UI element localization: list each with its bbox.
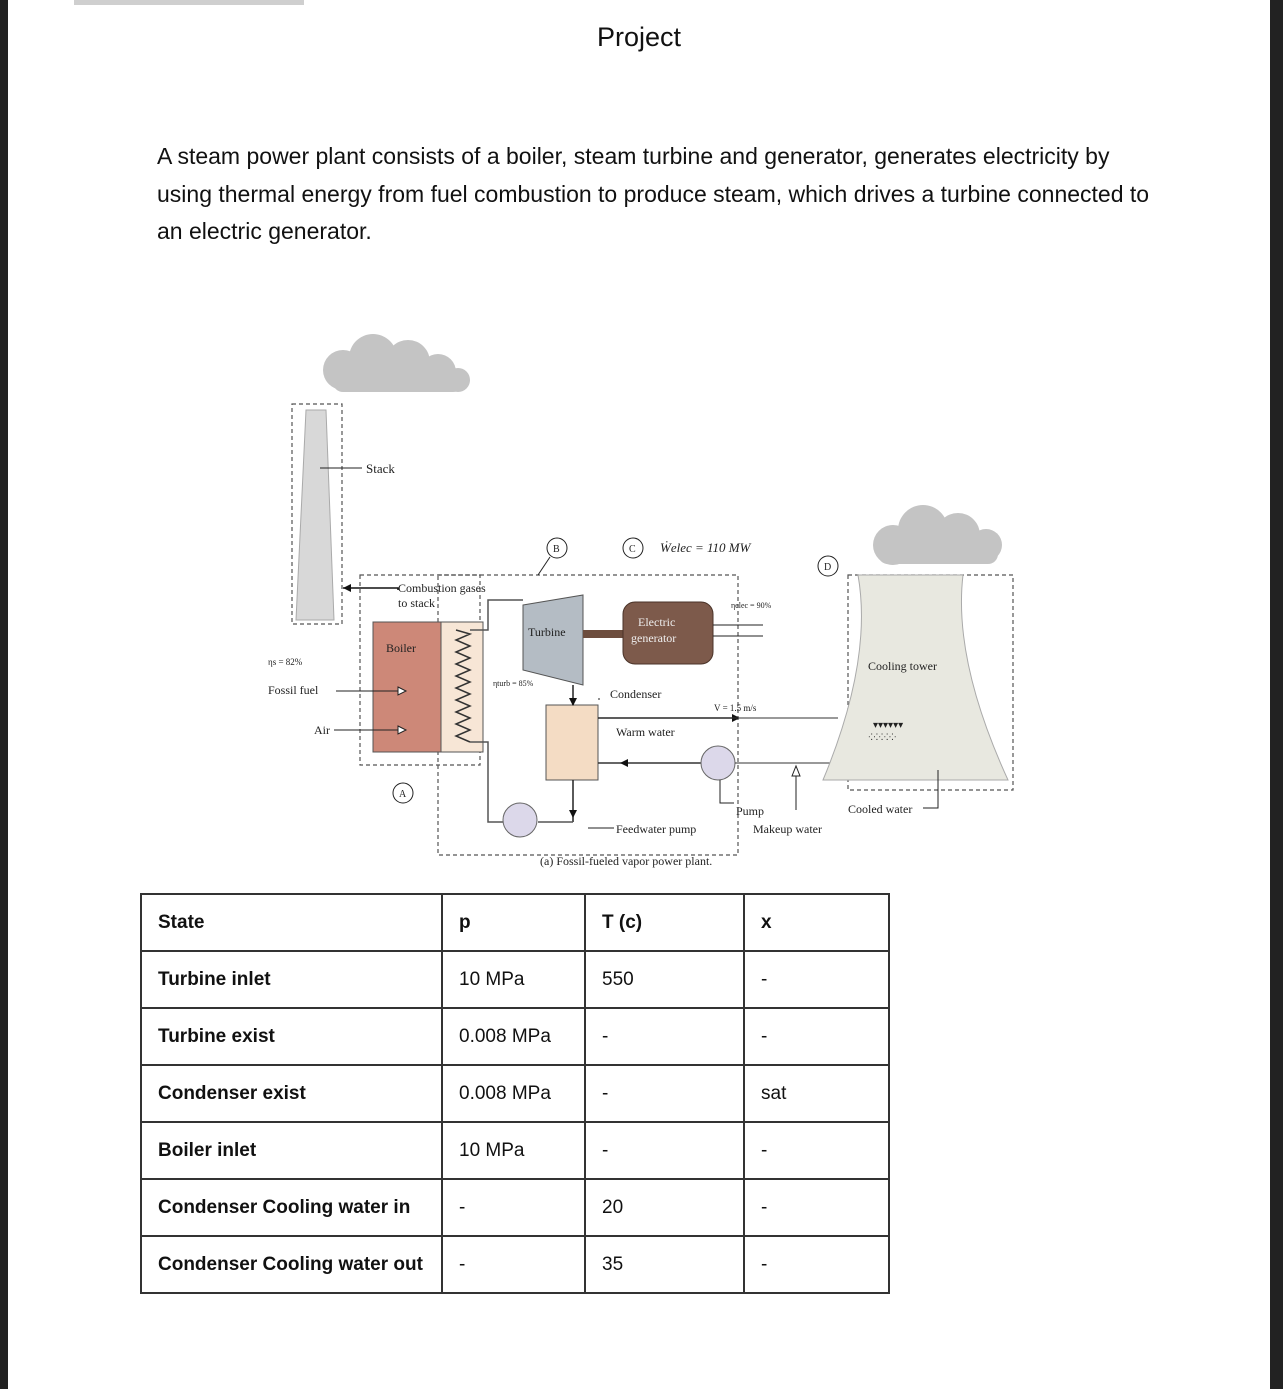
stack-label: Stack (366, 461, 395, 476)
generator-efficiency: ηelec = 90% (731, 601, 772, 610)
electric-label: Electric (638, 615, 676, 629)
pressure-cell: 10 MPa (442, 951, 585, 1008)
table-row (141, 1236, 889, 1293)
state-cell: Turbine exist (141, 1008, 442, 1065)
header-t: T (c) (585, 894, 744, 951)
state-cell: Boiler inlet (141, 1122, 442, 1179)
pressure-cell: 0.008 MPa (442, 1008, 585, 1065)
turbine (523, 595, 583, 685)
air-label: Air (314, 723, 330, 737)
generator-label: generator (631, 631, 677, 645)
state-cell: Condenser exist (141, 1065, 442, 1122)
state-table (140, 893, 890, 1294)
warm-water-label: Warm water (616, 725, 675, 739)
table-header-row (141, 894, 889, 951)
cooling-water-pump (701, 746, 735, 780)
point-d-label: D (824, 562, 832, 573)
svg-text:▾▾▾▾▾▾: ▾▾▾▾▾▾ (873, 720, 904, 731)
cooled-water-label: Cooled water (848, 802, 913, 816)
temperature-cell: 550 (585, 951, 744, 1008)
temperature-cell: 35 (585, 1236, 744, 1293)
w-elec-label: Ẇelec = 110 MW (660, 540, 751, 555)
velocity-label: V = 1.5 m/s (714, 703, 757, 713)
feedwater-pump (503, 803, 537, 837)
point-b-label: B (553, 544, 560, 555)
pump-label: Pump (736, 804, 765, 818)
pressure-cell: 0.008 MPa (442, 1065, 585, 1122)
turbine-label: Turbine (528, 625, 566, 639)
fossil-fuel-label: Fossil fuel (268, 683, 319, 697)
pressure-cell: 10 MPa (442, 1122, 585, 1179)
svg-text:ᐧ⁚ᐧ⁚ᐧ⁚ᐧ⁚ᐧ⁚ᐧ: ᐧ⁚ᐧ⁚ᐧ⁚ᐧ⁚ᐧ⁚ᐧ (868, 732, 897, 742)
boiler-efficiency: ηs = 82% (268, 657, 303, 667)
table-row (141, 1122, 889, 1179)
feedwater-pump-label: Feedwater pump (616, 822, 697, 836)
point-a-label: A (399, 789, 407, 800)
point-c-label: C (629, 544, 636, 555)
table-row (141, 1008, 889, 1065)
stack-smoke (323, 334, 470, 392)
header-p: p (442, 894, 585, 951)
cooling-tower-label: Cooling tower (868, 659, 937, 673)
temperature-cell: 20 (585, 1179, 744, 1236)
combustion-gases-label: Combustion gases (398, 581, 486, 595)
condenser (546, 705, 598, 780)
state-cell: Turbine inlet (141, 951, 442, 1008)
top-edge-bar (74, 0, 304, 5)
makeup-water-label: Makeup water (753, 822, 822, 836)
quality-cell: - (744, 951, 889, 1008)
stack-chimney (296, 410, 334, 620)
table-row (141, 1065, 889, 1122)
temperature-cell: - (585, 1065, 744, 1122)
quality-cell: - (744, 1122, 889, 1179)
intro-paragraph: A steam power plant consists of a boiler, steam turbine and generator, generates electricity by using thermal energy from fuel combustion to produce steam, which drives a turbine connected to an electric generator. (157, 143, 1150, 244)
turbine-efficiency: ηturb = 85% (493, 679, 534, 688)
cooling-tower (823, 575, 1008, 780)
temperature-cell: - (585, 1122, 744, 1179)
diagram-caption: (a) Fossil-fueled vapor power plant. (540, 854, 713, 868)
power-plant-diagram (248, 330, 1018, 890)
quality-cell: - (744, 1236, 889, 1293)
header-state: State (141, 894, 442, 951)
document-page (8, 0, 1270, 1389)
page-title: Project (596, 22, 682, 52)
state-cell: Condenser Cooling water out (141, 1236, 442, 1293)
table-row (141, 951, 889, 1008)
pressure-cell: - (442, 1179, 585, 1236)
state-cell: Condenser Cooling water in (141, 1179, 442, 1236)
boiler-label: Boiler (386, 641, 416, 655)
quality-cell: sat (744, 1065, 889, 1122)
temperature-cell: - (585, 1008, 744, 1065)
to-stack-label: to stack (398, 596, 435, 610)
quality-cell: - (744, 1179, 889, 1236)
condenser-label: Condenser (610, 687, 662, 701)
pressure-cell: - (442, 1236, 585, 1293)
tower-smoke (873, 505, 1002, 565)
table-row (141, 1179, 889, 1236)
header-x: x (744, 894, 889, 951)
quality-cell: - (744, 1008, 889, 1065)
